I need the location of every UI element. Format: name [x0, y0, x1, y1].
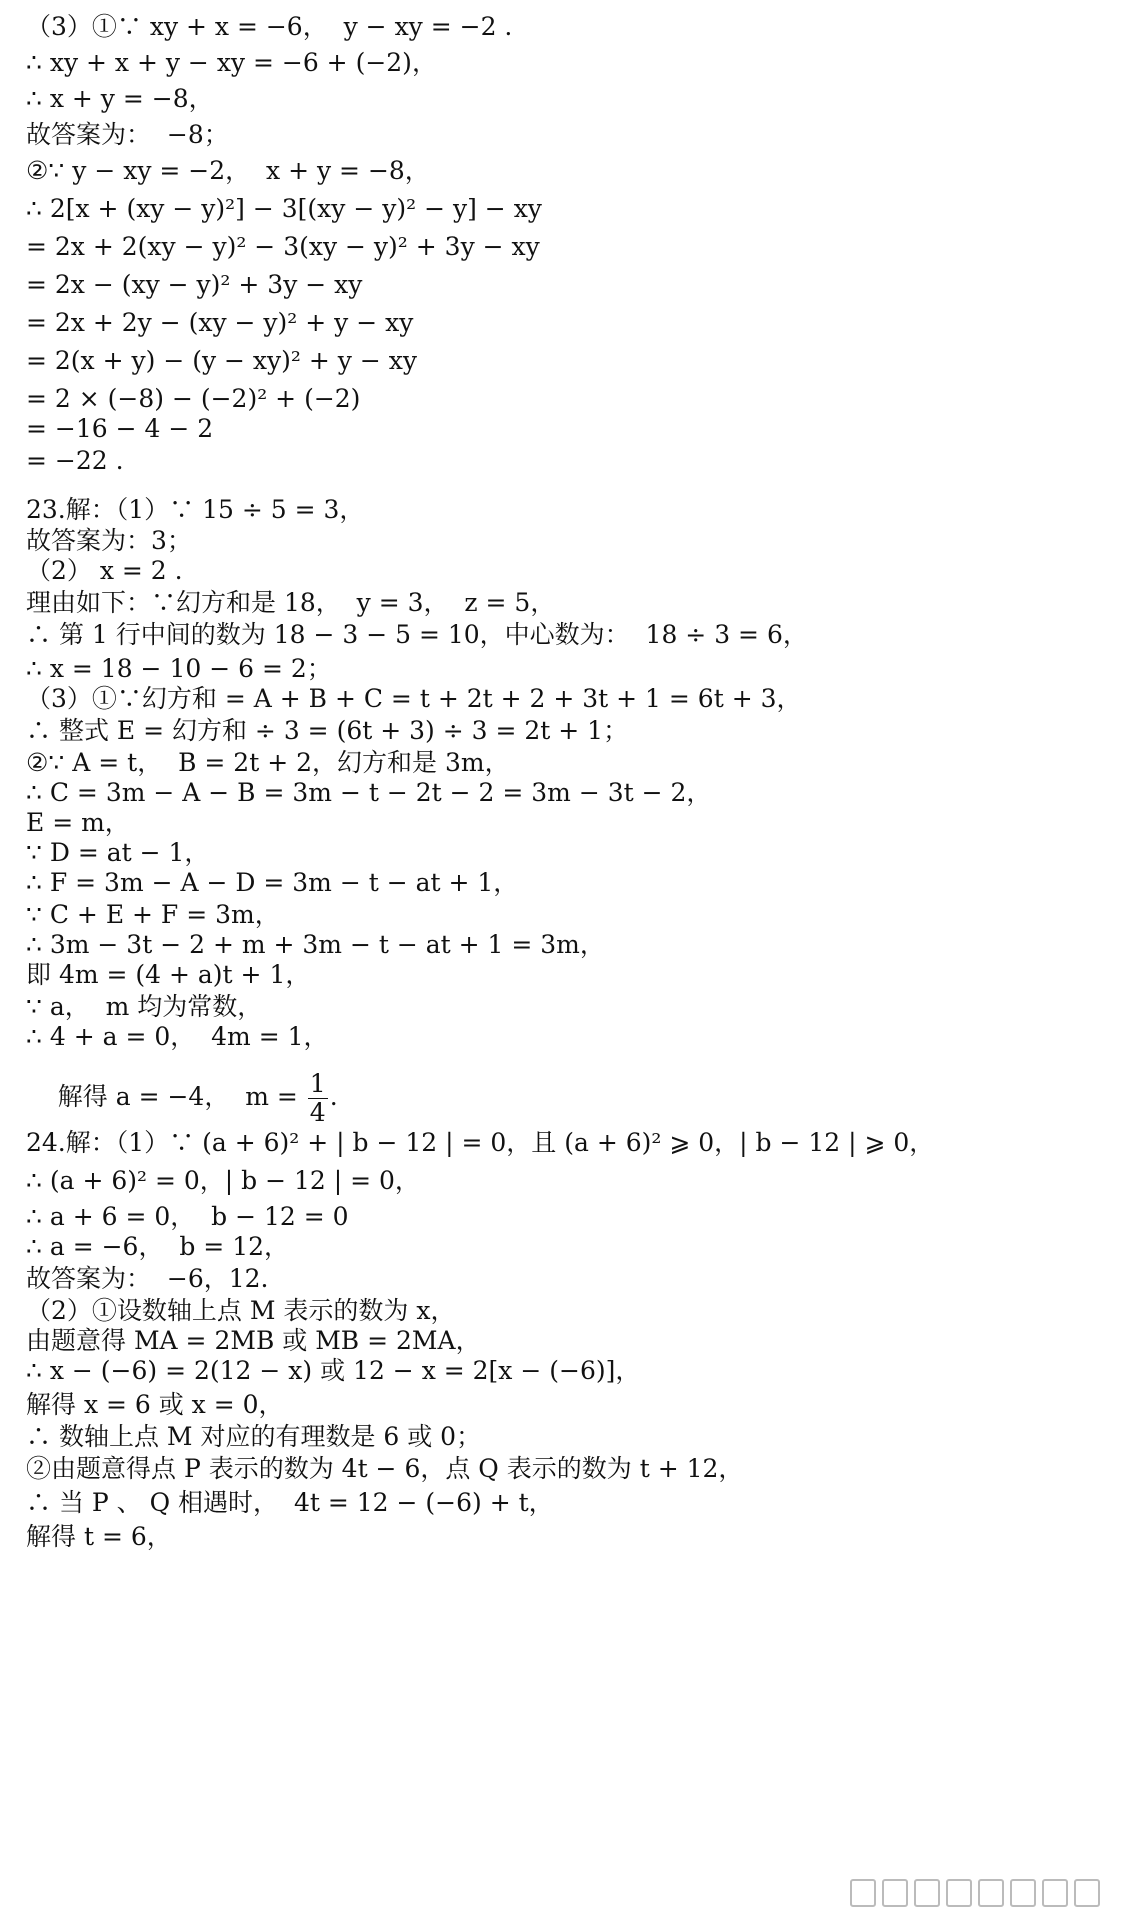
section24-line: 解得 t = 6， [26, 1522, 172, 1551]
section23-line: ∵ a， m 均为常数， [26, 992, 263, 1021]
section23-line: 故答案为：3； [26, 526, 192, 555]
section24-line: 解得 x = 6 或 x = 0， [26, 1390, 284, 1419]
section24-line: ∴ a = −6， b = 12， [26, 1232, 290, 1261]
section23-line: ∴ 4 + a = 0， 4m = 1， [26, 1022, 329, 1051]
section23-line: ∴ 3m − 3t − 2 + m + 3m − t − at + 1 = 3m， [26, 930, 605, 959]
section22-line: = 2x − (xy − y)² + 3y − xy [26, 270, 363, 299]
section24-line: ∴ 当 P 、 Q 相遇时， 4t = 12 − (−6) + t， [26, 1488, 554, 1517]
section22-line: = 2(x + y) − (y − xy)² + y − xy [26, 346, 417, 375]
section22-line: （3）①∵ xy + x = −6， y − xy = −2 . [26, 12, 513, 41]
section23-line: ②∵ A = t， B = 2t + 2，幻方和是 3m， [26, 748, 510, 777]
section23-line: ∴ x = 18 − 10 − 6 = 2； [26, 654, 332, 683]
section22-line: ②∵ y − xy = −2， x + y = −8， [26, 156, 430, 185]
section22-line: = 2x + 2(xy − y)² − 3(xy − y)² + 3y − xy [26, 232, 540, 261]
section24-line: 由题意得 MA = 2MB 或 MB = 2MA， [26, 1326, 481, 1355]
section24-line: ∴ 数轴上点 M 对应的有理数是 6 或 0； [26, 1422, 482, 1451]
section24-line: ∴ (a + 6)² = 0，| b − 12 | = 0， [26, 1166, 420, 1195]
section23-line: 即 4m = (4 + a)t + 1， [26, 960, 311, 989]
section24-line: 24.解：（1）∵ (a + 6)² + | b − 12 | = 0，且 (a + 6)² ⩾ 0，| b − 12 | ⩾ 0， [26, 1128, 935, 1157]
section23-line: 23.解：（1）∵ 15 ÷ 5 = 3， [26, 495, 365, 524]
section24-line: （2）①设数轴上点 M 表示的数为 x， [26, 1296, 456, 1325]
section22-line: = −16 − 4 − 2 [26, 414, 214, 443]
section22-line: ∴ xy + x + y − xy = −6 + (−2)， [26, 48, 437, 77]
watermark-icon [850, 1879, 1100, 1907]
section23-line: ∴ C = 3m − A − B = 3m − t − 2t − 2 = 3m − 3t − 2， [26, 778, 712, 807]
section22-line: = 2x + 2y − (xy − y)² + y − xy [26, 308, 414, 337]
section23-line: 理由如下：∵幻方和是 18， y = 3， z = 5， [26, 588, 556, 617]
fraction-numerator: 1 [309, 1069, 326, 1098]
section23-line: ∵ C + E + F = 3m， [26, 900, 280, 929]
section23-line: E = m， [26, 808, 130, 837]
section24-line: ∴ x − (−6) = 2(12 − x) 或 12 − x = 2[x − (−6)]， [26, 1356, 641, 1385]
section22-line: 故答案为： −8； [26, 120, 229, 149]
section22-line: = 2 × (−8) − (−2)² + (−2) [26, 384, 361, 413]
final-answer-suffix: . [329, 1082, 338, 1111]
fraction-denominator: 4 [309, 1098, 326, 1127]
section23-line: ∵ D = at − 1， [26, 838, 210, 867]
section22-line: ∴ 2[x + (xy − y)²] − 3[(xy − y)² − y] − xy [26, 194, 542, 223]
section23-line: （3）①∵幻方和 = A + B + C = t + 2t + 2 + 3t + 1 = 6t + 3， [26, 684, 802, 713]
section24-line: ∴ a + 6 = 0， b − 12 = 0 [26, 1202, 349, 1231]
section23-line: ∴ 第 1 行中间的数为 18 − 3 − 5 = 10，中心数为： 18 ÷ 3 = 6， [26, 620, 808, 649]
fraction [308, 1070, 328, 1127]
section23-line: ∴ F = 3m − A − D = 3m − t − at + 1， [26, 868, 519, 897]
section22-line: ∴ x + y = −8， [26, 84, 214, 113]
section23-line: ∴ 整式 E = 幻方和 ÷ 3 = (6t + 3) ÷ 3 = 2t + 1； [26, 716, 629, 745]
section22-line: = −22 . [26, 446, 124, 475]
section24-line: 故答案为： −6，12. [26, 1264, 269, 1293]
final-answer-prefix: 解得 a = −4， m = [57, 1082, 306, 1111]
section23-line: （2） x = 2 . [26, 556, 183, 585]
section24-line: ②由题意得点 P 表示的数为 4t − 6，点 Q 表示的数为 t + 12， [26, 1454, 744, 1483]
